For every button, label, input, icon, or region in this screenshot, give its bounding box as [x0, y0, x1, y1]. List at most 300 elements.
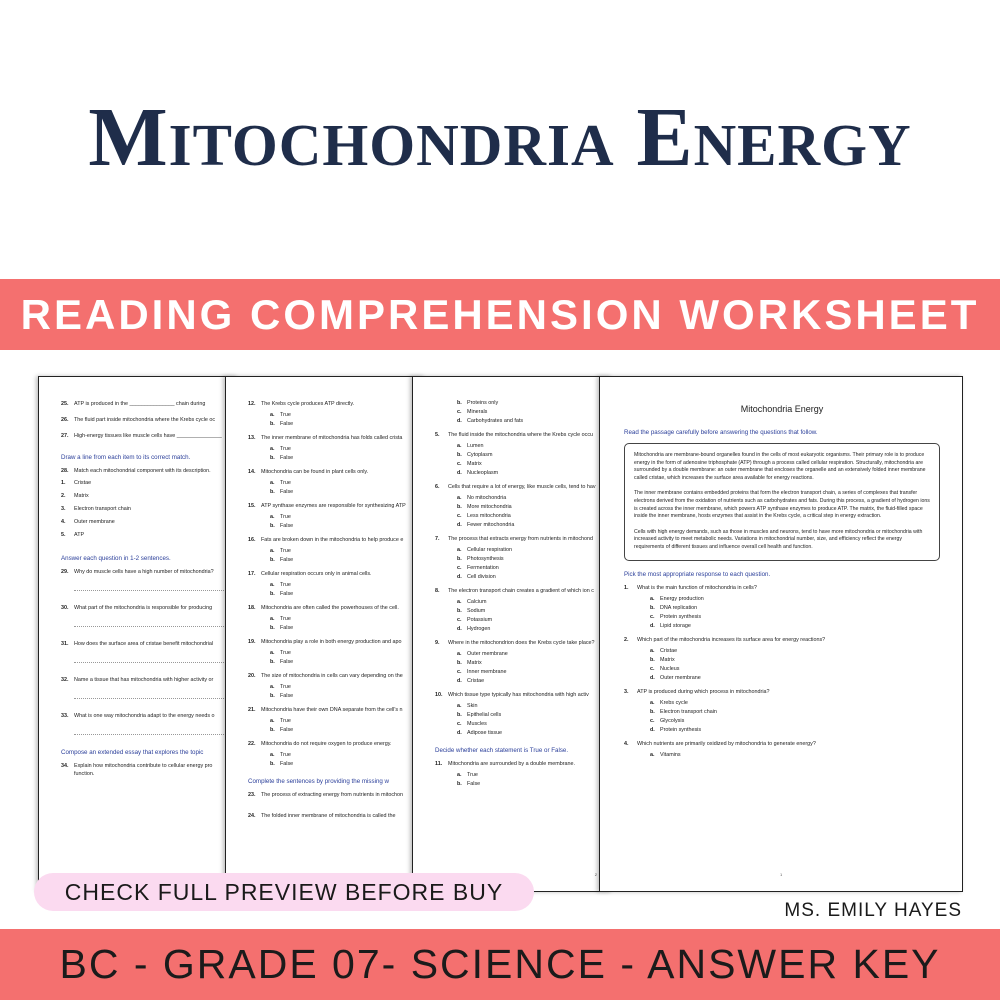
question-10-options — [435, 703, 611, 737]
question-number: 28. — [61, 468, 69, 474]
option-letter: b. — [457, 608, 462, 614]
text: False — [280, 693, 294, 699]
question-number: 23. — [248, 792, 256, 798]
answer-option — [650, 675, 940, 682]
answer-option — [270, 421, 424, 428]
text: Outer membrane — [660, 674, 701, 681]
option-letter: d. — [457, 730, 462, 736]
question-text: The folded inner membrane of mitochondria is called the — [261, 813, 396, 819]
option-letter: c. — [457, 721, 462, 727]
question-9 — [435, 640, 611, 647]
worksheet-page-preview-4 — [38, 376, 238, 892]
worksheet-title: Mitochondria Energy — [740, 404, 824, 414]
true-false-options — [248, 718, 424, 734]
section-heading-true-false: Decide whether each statement is True or False. — [435, 747, 569, 754]
text: False — [280, 523, 294, 529]
answer-option — [457, 547, 611, 554]
question-22 — [248, 741, 424, 748]
question-number: 2. — [61, 493, 66, 499]
text: Electron transport chain — [74, 506, 131, 512]
answer-option — [457, 513, 611, 520]
option-letter: a. — [270, 684, 275, 690]
answer-option — [270, 752, 424, 759]
question-4-options-continued — [435, 400, 611, 425]
text: Proteins only — [467, 400, 499, 406]
text: Fermentation — [467, 565, 499, 571]
answer-option — [457, 703, 611, 710]
question-text: Cellular respiration occurs only in animal cells. — [261, 571, 372, 577]
answer-option — [457, 574, 611, 581]
question-number: 13. — [248, 435, 256, 441]
question-text: Which tissue type typically has mitochondria with high activ — [448, 692, 589, 698]
section-heading-matching: Draw a line from each item to its correct match. — [61, 454, 191, 461]
question-number: 16. — [248, 537, 256, 543]
answer-option — [270, 591, 424, 598]
text: Outer membrane — [467, 651, 508, 657]
true-false-options — [248, 616, 424, 632]
answer-option — [457, 626, 611, 633]
question-text: Mitochondria are often called the powerhouses of the cell. — [261, 605, 399, 611]
option-letter: b. — [270, 727, 275, 733]
answer-option — [270, 718, 424, 725]
answer-option — [457, 452, 611, 459]
option-letter: a. — [270, 412, 275, 418]
answer-option — [270, 582, 424, 589]
answer-line — [74, 581, 234, 591]
question-number: 31. — [61, 641, 69, 647]
answer-option — [650, 718, 940, 725]
text: False — [280, 421, 294, 427]
true-false-options — [248, 514, 424, 530]
answer-option — [457, 678, 611, 685]
text: Cellular respiration — [467, 547, 512, 553]
option-letter: a. — [270, 548, 275, 554]
answer-option — [457, 556, 611, 563]
true-false-options — [248, 582, 424, 598]
section-heading-essay: Compose an extended essay that explores the topic — [61, 749, 204, 756]
question-7-options — [435, 547, 611, 581]
option-letter: c. — [457, 409, 462, 415]
option-letter: d. — [650, 674, 655, 681]
question-number: 12. — [248, 401, 256, 407]
question-1 — [624, 585, 940, 592]
question-19 — [248, 639, 424, 646]
question-11-options — [435, 772, 611, 788]
question-number: 11. — [435, 761, 443, 767]
text: Cell division — [467, 574, 496, 580]
answer-option — [457, 461, 611, 468]
answer-option — [270, 727, 424, 734]
question-number: 1. — [61, 480, 66, 486]
text: Minerals — [467, 409, 488, 415]
text: Matrix — [660, 656, 675, 663]
question-number: 17. — [248, 571, 256, 577]
answer-option — [457, 470, 611, 477]
option-letter: b. — [457, 452, 462, 458]
question-3 — [624, 689, 940, 696]
preview-notice-badge[interactable]: CHECK FULL PREVIEW BEFORE BUY — [34, 873, 534, 911]
text: True — [280, 548, 291, 554]
answer-option — [270, 548, 424, 555]
text: True — [467, 772, 478, 778]
answer-option — [457, 660, 611, 667]
text: Cristae — [660, 647, 678, 654]
text: No mitochondria — [467, 495, 507, 501]
question-text: The Krebs cycle produces ATP directly. — [261, 401, 355, 407]
question-24 — [248, 813, 424, 820]
question-number: 5. — [435, 432, 440, 438]
text: Matrix — [74, 493, 89, 499]
answer-option — [270, 557, 424, 564]
question-number: 24. — [248, 813, 256, 819]
text: Inner membrane — [467, 669, 507, 675]
option-letter: a. — [270, 480, 275, 486]
option-letter: a. — [457, 772, 462, 778]
question-25 — [61, 401, 237, 408]
option-letter: d. — [457, 418, 462, 424]
answer-option — [457, 599, 611, 606]
question-21 — [248, 707, 424, 714]
option-letter: a. — [270, 752, 275, 758]
answer-line — [74, 689, 234, 699]
option-letter: d. — [457, 678, 462, 684]
question-34-continuation: function. — [74, 771, 95, 777]
option-letter: c. — [650, 613, 655, 620]
question-text: What part of the mitochondria is responsible for producing — [74, 605, 213, 611]
option-letter: b. — [457, 400, 462, 406]
option-letter: b. — [650, 656, 655, 663]
option-letter: a. — [457, 495, 462, 501]
true-false-options — [248, 480, 424, 496]
text: Vitamins — [660, 751, 681, 758]
question-text: Match each mitochondrial component with its description. — [74, 468, 211, 474]
answer-option — [650, 657, 940, 664]
option-letter: d. — [650, 622, 655, 629]
text: True — [280, 446, 291, 452]
question-text: What is the main function of mitochondria in cells? — [637, 584, 757, 591]
text: Sodium — [467, 608, 486, 614]
question-6-options — [435, 495, 611, 529]
question-number: 3. — [624, 688, 629, 695]
question-number: 7. — [435, 536, 440, 542]
question-number: 18. — [248, 605, 256, 611]
answer-option — [650, 727, 940, 734]
answer-option — [457, 669, 611, 676]
question-text: Fats are broken down in the mitochondria to help produce e — [261, 537, 404, 543]
text: False — [280, 455, 294, 461]
match-item — [61, 506, 237, 513]
answer-option — [270, 761, 424, 768]
text: True — [280, 684, 291, 690]
question-text: What is one way mitochondria adapt to the energy needs o — [74, 713, 215, 719]
passage-paragraph: The inner membrane contains embedded proteins that form the electron transport chain, a series of complexes that transfer electrons derived from the oxidation of nutrients such as carbohydrates and fats. During this process, a gradient of hydrogen ions is created across the inner membrane, which powers ATP synthase enzymes to produce ATP. The matrix, the fluid-filled space inside the inner membrane, hosts enzymes that assist in the Krebs cycle, a critical step in energy extraction. — [634, 490, 930, 520]
page-content — [600, 377, 962, 766]
option-letter: a. — [270, 514, 275, 520]
option-letter: a. — [457, 547, 462, 553]
true-false-options — [248, 412, 424, 428]
question-text: Where in the mitochondrion does the Krebs cycle take place? — [448, 640, 595, 646]
reading-passage — [624, 443, 940, 561]
option-letter: a. — [457, 651, 462, 657]
question-text: ATP is produced during which process in mitochondria? — [637, 688, 770, 695]
question-text: How does the surface area of cristae benefit mitochondrial — [74, 641, 214, 647]
question-12 — [248, 401, 424, 408]
text: False — [280, 489, 294, 495]
question-30 — [61, 605, 237, 612]
question-23 — [248, 792, 424, 799]
question-text: ATP is produced in the _______________ chain during — [74, 401, 206, 407]
question-33 — [61, 713, 237, 720]
option-letter: c. — [650, 717, 655, 724]
answer-option — [650, 700, 940, 707]
option-letter: a. — [270, 616, 275, 622]
question-13 — [248, 435, 424, 442]
question-27 — [61, 433, 237, 440]
worksheet-page-preview-1 — [599, 376, 963, 892]
text: Adipose tissue — [467, 730, 503, 736]
text: False — [280, 591, 294, 597]
question-16 — [248, 537, 424, 544]
option-letter: b. — [650, 708, 655, 715]
question-text: Mitochondria play a role in both energy production and apo — [261, 639, 402, 645]
text: Skin — [467, 703, 478, 709]
question-14 — [248, 469, 424, 476]
option-letter: c. — [457, 669, 462, 675]
text: Glycolysis — [660, 717, 685, 724]
question-text: Which part of the mitochondria increases its surface area for energy reactions? — [637, 636, 826, 643]
option-letter: b. — [457, 556, 462, 562]
answer-option — [650, 752, 940, 759]
option-letter: d. — [457, 574, 462, 580]
text: Photosynthesis — [467, 556, 504, 562]
answer-option — [270, 446, 424, 453]
question-2-options — [624, 648, 940, 682]
question-number: 33. — [61, 713, 69, 719]
answer-option — [650, 596, 940, 603]
option-letter: c. — [457, 565, 462, 571]
option-letter: b. — [270, 557, 275, 563]
question-number: 14. — [248, 469, 256, 475]
option-letter: a. — [650, 699, 655, 706]
question-text: Mitochondria are surrounded by a double membrane. — [448, 761, 576, 767]
option-letter: b. — [270, 523, 275, 529]
text: Krebs cycle — [660, 699, 688, 706]
option-letter: b. — [270, 489, 275, 495]
text: False — [280, 557, 294, 563]
text: Matrix — [467, 660, 482, 666]
text: Epithelial cells — [467, 712, 502, 718]
text: True — [280, 412, 291, 418]
question-number: 21. — [248, 707, 256, 713]
option-letter: a. — [457, 703, 462, 709]
answer-line — [74, 653, 234, 663]
answer-option — [270, 523, 424, 530]
question-17 — [248, 571, 424, 578]
question-number: 20. — [248, 673, 256, 679]
match-item — [61, 480, 237, 487]
question-number: 2. — [624, 636, 629, 643]
answer-option — [457, 781, 611, 788]
question-number: 10. — [435, 692, 443, 698]
text: True — [280, 514, 291, 520]
option-letter: d. — [457, 470, 462, 476]
answer-option — [457, 443, 611, 450]
text: Cristae — [467, 678, 485, 684]
question-text: The inner membrane of mitochondria has folds called crista — [261, 435, 403, 441]
section-heading-completion: Complete the sentences by providing the missing w — [248, 778, 390, 785]
match-item — [61, 532, 237, 539]
question-32 — [61, 677, 237, 684]
option-letter: a. — [650, 647, 655, 654]
question-text: The electron transport chain creates a gradient of which ion c — [448, 588, 594, 594]
answer-option — [270, 616, 424, 623]
answer-option — [270, 514, 424, 521]
section-heading-short-answer: Answer each question in 1-2 sentences. — [61, 555, 171, 562]
option-letter: b. — [457, 660, 462, 666]
question-11 — [435, 761, 611, 768]
page-number: 2 — [594, 872, 597, 877]
text: ATP — [74, 532, 85, 538]
question-3-options — [624, 700, 940, 734]
true-false-options — [248, 548, 424, 564]
answer-option — [457, 772, 611, 779]
answer-option — [457, 651, 611, 658]
question-number: 9. — [435, 640, 440, 646]
text: True — [280, 718, 291, 724]
text: More mitochondria — [467, 504, 512, 510]
text: Matrix — [467, 461, 482, 467]
answer-option — [270, 489, 424, 496]
question-29 — [61, 569, 237, 576]
question-text: High-energy tissues like muscle cells have _______________ — [74, 433, 222, 439]
option-letter: d. — [457, 626, 462, 632]
page-content — [413, 377, 611, 795]
question-text: ATP synthase enzymes are responsible for synthesizing ATP — [261, 503, 406, 509]
text: True — [280, 480, 291, 486]
text: Fewer mitochondria — [467, 522, 515, 528]
option-letter: b. — [270, 761, 275, 767]
text: False — [467, 781, 481, 787]
option-letter: b. — [270, 693, 275, 699]
page-content — [39, 377, 237, 778]
answer-option — [650, 709, 940, 716]
answer-option — [270, 650, 424, 657]
question-number: 19. — [248, 639, 256, 645]
question-text: Cells that require a lot of energy, like muscle cells, tend to hav — [448, 484, 596, 490]
option-letter: a. — [270, 650, 275, 656]
answer-option — [270, 659, 424, 666]
answer-option — [457, 565, 611, 572]
true-false-options — [248, 650, 424, 666]
section-heading-reading: Read the passage carefully before answering the questions that follow. — [624, 429, 818, 436]
question-number: 32. — [61, 677, 69, 683]
question-number: 30. — [61, 605, 69, 611]
option-letter: b. — [270, 659, 275, 665]
question-15 — [248, 503, 424, 510]
answer-option — [270, 455, 424, 462]
answer-option — [650, 648, 940, 655]
answer-option — [457, 400, 611, 407]
text: Outer membrane — [74, 519, 115, 525]
option-letter: b. — [457, 781, 462, 787]
question-4-options — [624, 752, 940, 759]
question-text: The fluid inside the mitochondria where the Krebs cycle occu — [448, 432, 594, 438]
true-false-options — [248, 446, 424, 462]
option-letter: a. — [270, 718, 275, 724]
question-10 — [435, 692, 611, 699]
page-number: 1 — [780, 872, 783, 877]
text: True — [280, 582, 291, 588]
subtitle-banner: READING COMPREHENSION WORKSHEET — [0, 279, 1000, 350]
option-letter: b. — [270, 591, 275, 597]
answer-option — [650, 666, 940, 673]
answer-option — [457, 617, 611, 624]
question-2 — [624, 637, 940, 644]
option-letter: b. — [457, 504, 462, 510]
question-text: The fluid part inside mitochondria where the Krebs cycle oc — [74, 417, 216, 423]
answer-option — [650, 623, 940, 630]
question-number: 26. — [61, 417, 69, 423]
question-text: The process of extracting energy from nutrients in mitochon — [261, 792, 404, 798]
option-letter: c. — [650, 665, 655, 672]
question-number: 34. — [61, 763, 69, 769]
question-number: 4. — [624, 740, 629, 747]
option-letter: a. — [457, 443, 462, 449]
question-text: Mitochondria have their own DNA separate from the cell's n — [261, 707, 403, 713]
question-34 — [61, 763, 237, 770]
question-number: 15. — [248, 503, 256, 509]
text: Nucleus — [660, 665, 680, 672]
question-number: 25. — [61, 401, 69, 407]
question-8 — [435, 588, 611, 595]
question-text: Why do muscle cells have a high number of mitochondria? — [74, 569, 214, 575]
question-8-options — [435, 599, 611, 633]
option-letter: d. — [650, 726, 655, 733]
question-text: The size of mitochondria in cells can vary depending on the — [261, 673, 403, 679]
text: Cytoplasm — [467, 452, 493, 458]
option-letter: a. — [650, 595, 655, 602]
text: False — [280, 727, 294, 733]
answer-option — [457, 409, 611, 416]
text: Protein synthesis — [660, 726, 702, 733]
option-letter: b. — [270, 421, 275, 427]
worksheet-page-preview-2 — [412, 376, 612, 892]
answer-option — [457, 721, 611, 728]
answer-option — [270, 480, 424, 487]
answer-line — [74, 617, 234, 627]
option-letter: c. — [457, 461, 462, 467]
page-content — [226, 377, 424, 825]
answer-option — [457, 712, 611, 719]
text: Electron transport chain — [660, 708, 717, 715]
option-letter: a. — [270, 446, 275, 452]
question-5-options — [435, 443, 611, 477]
question-number: 6. — [435, 484, 440, 490]
option-letter: b. — [270, 455, 275, 461]
question-5 — [435, 432, 611, 439]
text: False — [280, 761, 294, 767]
question-text: Mitochondria can be found in plant cells only. — [261, 469, 369, 475]
question-7 — [435, 536, 611, 543]
question-28 — [61, 468, 237, 475]
text: Protein synthesis — [660, 613, 702, 620]
answer-option — [270, 693, 424, 700]
answer-option — [270, 412, 424, 419]
worksheet-page-preview-3 — [225, 376, 425, 892]
option-letter: b. — [650, 604, 655, 611]
question-text: Which nutrients are primarily oxidized by mitochondria to generate energy? — [637, 740, 816, 747]
answer-option — [457, 495, 611, 502]
